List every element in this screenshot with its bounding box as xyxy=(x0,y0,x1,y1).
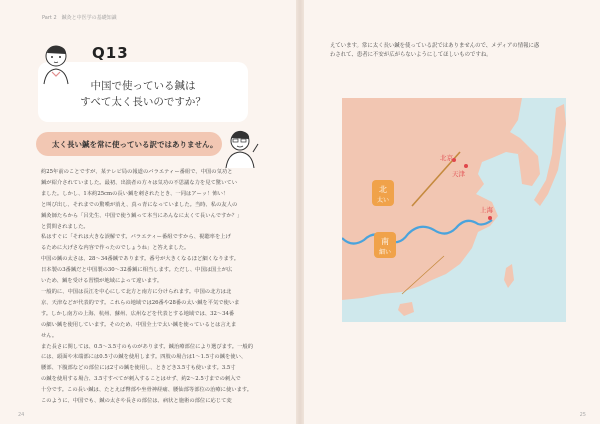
body-line: ました。しかし、1本約25cmの長い鍼を刺されたとき、一同はアーッ！怖い！ xyxy=(41,190,229,197)
body-line: の細い鍼を使用しています。そのため、中国全土で太い鍼を使っているとは言えま xyxy=(41,321,237,328)
body-line: と質問されました。 xyxy=(41,223,89,230)
body-line: また長さに関しては、0.5〜3.5寸のものがあります。鍼治療部位により選びます。一般的 xyxy=(41,343,253,350)
body-text xyxy=(36,168,266,408)
city-shanghai-marker xyxy=(488,216,492,220)
body-line: には、頭面や末端部には0.5寸の鍼を使用します。四肢の場合は1〜1.5寸の鍼を使い、 xyxy=(41,354,247,361)
question-number: Q13 xyxy=(92,44,129,62)
answer-box xyxy=(36,132,222,156)
right-text-line: わされて、患者に不安が広がらないようにしてほしいものですね。 xyxy=(330,52,492,58)
answer-text: 太く長い鍼を常に使っている訳ではありません。 xyxy=(52,140,218,149)
city-shanghai-label: 上海 xyxy=(480,206,493,214)
body-line: 日本製の3番鍼だと中国製の30〜32番鍼に相当します。ただし、中国は国土が広 xyxy=(41,267,233,274)
body-line: このように、中国でも、鍼の太さや長さの部位は、病状と施術の部位に応じて変 xyxy=(41,398,232,405)
body-line: るために大げさな内容で作ったのでしょうね」と答えました。 xyxy=(41,245,190,252)
page-number-right: 25 xyxy=(579,412,586,418)
question-title-line2: すべて太く長いのですか？ xyxy=(80,96,206,108)
body-line: いため、鍼を受ける習慣が地域によって違います。 xyxy=(41,278,163,285)
left-page xyxy=(0,0,296,424)
south-sub-label: 細い xyxy=(378,249,392,256)
gutter xyxy=(296,0,304,424)
body-line: 鍼灸師たちから「呂先生、中国で使う鍼って本当にあんなに太くて長いんですか？」 xyxy=(41,212,243,219)
city-tianjin-label: 天津 xyxy=(452,170,465,178)
north-region-label: 北 xyxy=(379,185,387,194)
person-illustration-icon xyxy=(38,42,74,86)
china-map xyxy=(342,98,566,322)
body-line: せん。 xyxy=(41,332,58,339)
city-tianjin-marker xyxy=(464,164,468,168)
body-line: 約25年前のことですが、某テレビ局の報道のバラエティー番組で、中国の気功と xyxy=(41,169,233,175)
right-text-line: えています。常に太く長い鍼を使っている訳ではありませんので、メディアの情報に惑 xyxy=(330,43,540,49)
body-line: と叫び出し、それまでの驚嘆が消え、真っ青になっていました。当時、私の友人の xyxy=(41,201,238,208)
question-title-line1: 中国で使っている鍼は xyxy=(90,80,196,92)
body-line: す。しかし南方の上海、杭州、蘇州、広州などを代表とする地域では、32〜34番 xyxy=(41,310,235,317)
body-line: 腰部、下腹部などの部位には2寸の鍼を使用し、ときどき3.5寸も使います。3.5寸 xyxy=(41,365,236,372)
south-region-label: 南 xyxy=(381,237,389,246)
body-line: 一般的に、中国は長江を中心にして北方と南方に分けられます。中国の北方は北 xyxy=(41,288,232,295)
body-line: 中国の鍼の太さは、28〜34番鍼であります。番号が大きくなるほど細くなります。 xyxy=(41,256,240,263)
body-line: の鍼を使用する場合、3.5寸すべてが刺入することはせず、約2〜2.5寸までの刺入で xyxy=(41,376,241,383)
north-sub-label: 太い xyxy=(376,197,390,204)
page-number-left: 24 xyxy=(18,412,25,418)
body-line: 京、天津などが代表的です。これらの地域では26番や28番の太い鍼を平気で使いま xyxy=(41,299,240,306)
running-head: Part 2 鍼灸と中医学の基礎知識 xyxy=(42,15,117,21)
doctor-illustration-icon xyxy=(220,128,260,168)
body-line: 私はすぐに「それは大きな誤解です。バラエティー番組ですから、視聴率を上げ xyxy=(41,234,231,241)
body-line: 鍼が紹介されていました。最初、出演者の方々は気功の不思議な力を見て驚いてい xyxy=(41,179,237,186)
right-page xyxy=(304,0,600,424)
body-line: 十分です。この長い鍼は、たとえば臀部や坐骨神経痛、腰仙部等部位の治療に使います。 xyxy=(41,387,253,394)
city-beijing-label: 北京 xyxy=(440,154,453,162)
right-text xyxy=(330,42,580,60)
